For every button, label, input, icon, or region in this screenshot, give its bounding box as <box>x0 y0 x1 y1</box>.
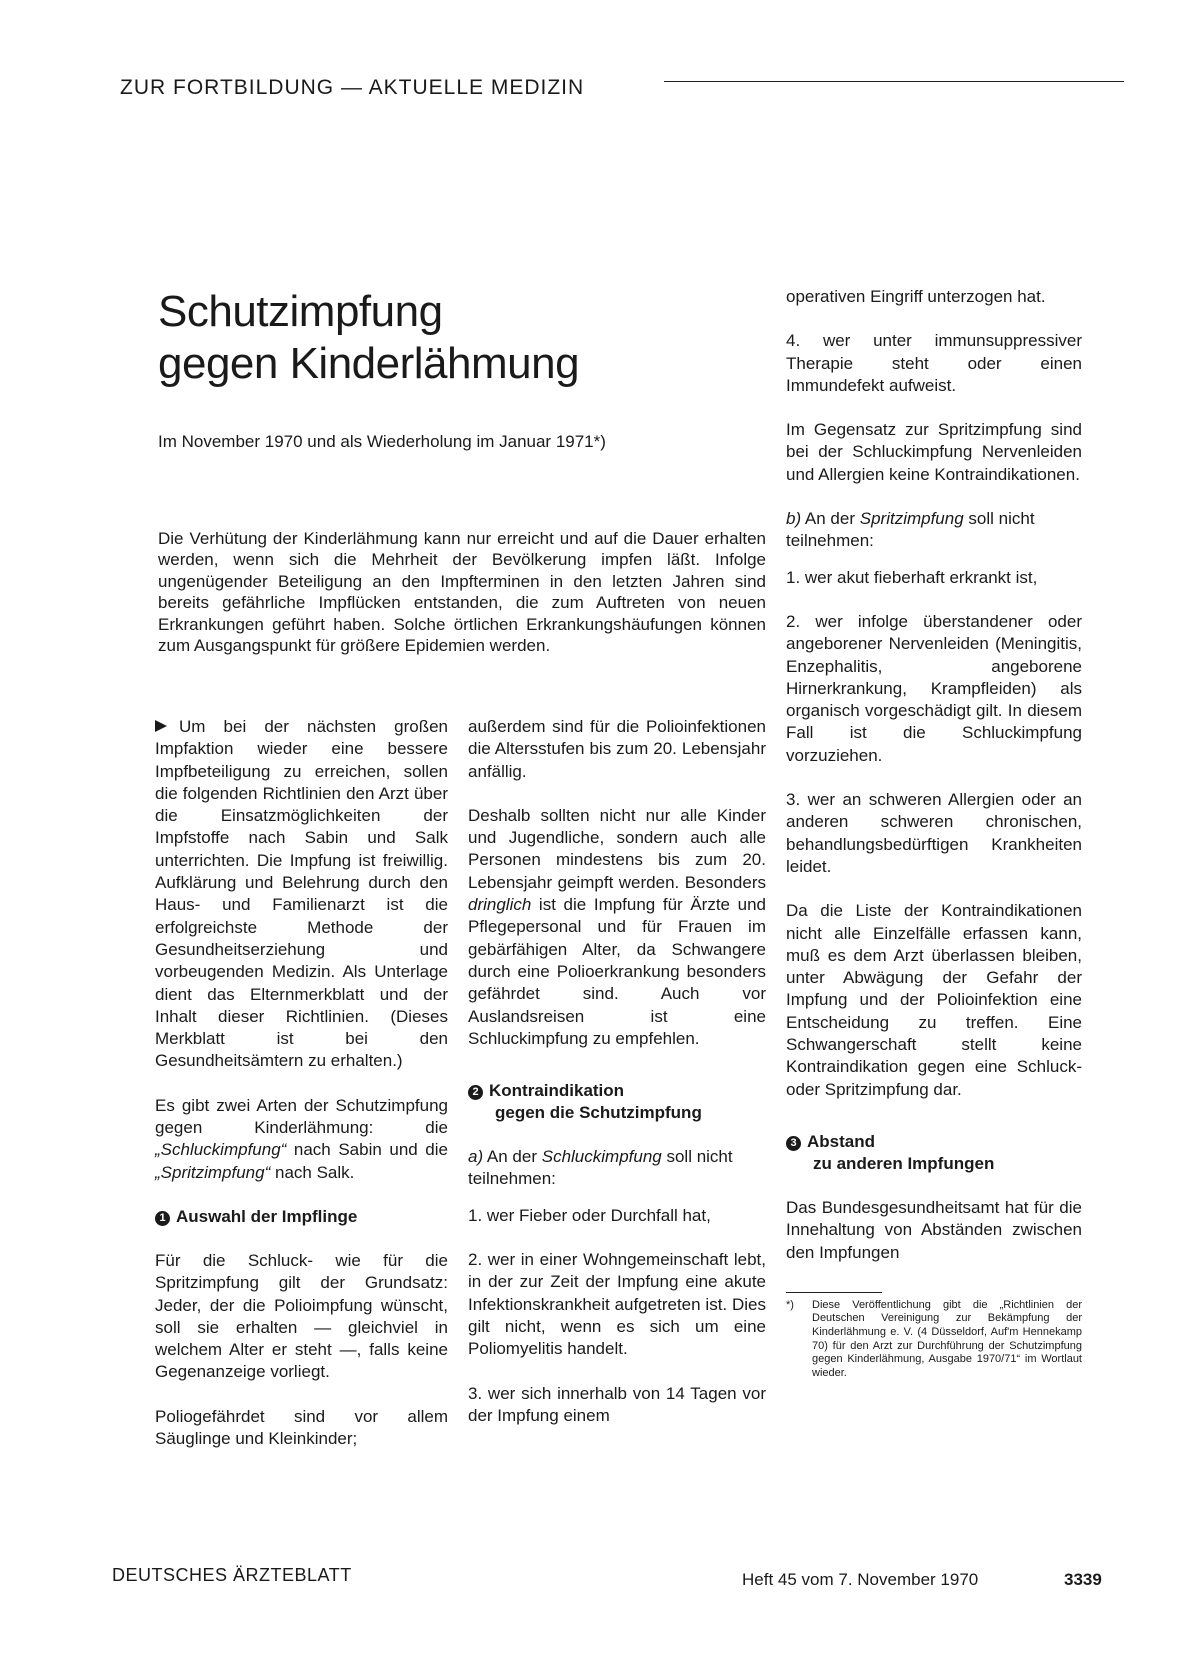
col2-p2-emphasis: dringlich <box>468 895 532 915</box>
col1-paragraph-3: Für die Schluck- wie für die Spritzimpfung gilt der Grundsatz: Jeder, der die Polioimpfung wünscht, soll sie erhalten — gleichviel in welchem Alter er steht —, falls keine Gegenanzeige vorliegt. <box>155 1250 448 1382</box>
title-line-1: Schutzimpfung <box>158 287 443 336</box>
col3-item-b3: 3. wer an schweren Allergien oder an anderen schweren chronischen, behandlungsbedürftigen Krankheiten leidet. <box>786 790 1082 876</box>
footnote-rule <box>786 1292 882 1293</box>
header-rule <box>664 81 1124 82</box>
col2-subsection-a <box>468 1146 766 1191</box>
section-2-title-line-2: gegen die Schutzimpfung <box>495 1103 702 1123</box>
section-2-title-line-1: Kontraindikation <box>489 1081 625 1101</box>
intro-paragraph: Die Verhütung der Kinderlähmung kann nur erreicht und auf die Dauer erhalten werden, wenn sich die Mehrheit der Bevölkerung impfen läßt. Infolge ungenügender Beteiligung an den Impfterminen in den letzten Jahren sind bereits gefährliche Impflücken entstanden, die zum Auftreten von neuen Erkrankungen geführt haben. Solche örtlichen Erkrankungshäufungen können zum Ausgangspunkt für größere Epidemien werden. <box>158 529 766 656</box>
subsection-a-term: Schluckimpfung <box>541 1147 662 1167</box>
section-3-title-line-2: zu anderen Impfungen <box>813 1153 995 1173</box>
section-1-number-icon: 1 <box>155 1211 170 1226</box>
col1-p2-term-schluck: „Schluckimpfung“ <box>155 1140 287 1160</box>
col3-subsection-b <box>786 508 1082 553</box>
col3-paragraph-3: Das Bundesgesundheitsamt hat für die Innehaltung von Abständen zwischen den Impfungen <box>786 1197 1082 1262</box>
footer-journal: DEUTSCHES ÄRZTEBLATT <box>112 1565 352 1585</box>
subsection-a-post: soll nicht teilnehmen: <box>468 1147 733 1189</box>
section-3-number-icon: 3 <box>786 1136 801 1151</box>
title-line-2: gegen Kinderlähmung <box>158 339 580 388</box>
column-2 <box>468 716 766 1449</box>
col1-p2-text-e: nach Salk. <box>270 1162 355 1182</box>
footnote <box>786 1299 1082 1381</box>
col2-item-3: 3. wer sich innerhalb von 14 Tagen vor der Impfung einem <box>468 1383 766 1425</box>
col1-p2-text-c: nach Sabin und die <box>286 1140 448 1160</box>
running-header: ZUR FORTBILDUNG — AKTUELLE MEDIZIN <box>120 76 585 99</box>
col1-p2-term-spritz: „Spritzimpfung“ <box>155 1162 271 1182</box>
col3-item-4: 4. wer unter immunsuppressiver Therapie steht oder einen Immundefekt aufweist. <box>786 331 1082 395</box>
subsection-a-pre: An der <box>483 1147 542 1167</box>
section-2-number-icon: 2 <box>468 1085 483 1100</box>
footnote-text: Diese Veröffentlichung gibt die „Richtlinien der Deutschen Vereinigung zur Bekämpfung der Kinderlähmung e. V. (4 Düsseldorf, Auf'm Hennekamp 70) für den Arzt zur Durchführung der Schutzimpfung gegen Kinderlähmung, Ausgabe 1970/71“ im Wortlaut wieder. <box>812 1298 1082 1379</box>
section-1-title: Auswahl der Impflinge <box>176 1206 358 1226</box>
article-subtitle: Im November 1970 und als Wiederholung im Januar 1971*) <box>158 432 606 451</box>
column-3 <box>786 286 1082 1380</box>
col2-item-2: 2. wer in einer Wohngemeinschaft lebt, in der zur Zeit der Impfung eine akute Infektionskrankheit aufgetreten ist. Dies gilt nicht, wenn es sich um eine Poliomyelitis handelt. <box>468 1250 766 1359</box>
footer-issue: Heft 45 vom 7. November 1970 <box>742 1570 979 1589</box>
col3-item-b1: 1. wer akut fieberhaft erkrankt ist, <box>786 567 1038 587</box>
col3-paragraph-1: Im Gegensatz zur Spritzimpfung sind bei der Schluckimpfung Nervenleiden und Allergien keine Kontraindikationen. <box>786 420 1082 484</box>
col3-paragraph-2: Da die Liste der Kontraindikationen nicht alle Einzelfälle erfassen kann, muß es dem Arzt überlassen bleiben, unter Abwägung der Gefahr der Impfung und der Polioinfektion eine Entscheidung zu treffen. Eine Schwangerschaft stellt keine Kontraindikation gegen eine Schluck- oder Spritzimpfung dar. <box>786 901 1082 1099</box>
col3-paragraph-0: operativen Eingriff unterzogen hat. <box>786 287 1046 306</box>
article-title <box>158 286 718 390</box>
section-1-heading <box>155 1206 448 1228</box>
col1-paragraph-1 <box>155 716 448 1073</box>
section-3-heading <box>786 1131 1082 1175</box>
subsection-b-pre: An der <box>801 509 860 529</box>
col2-paragraph-1: außerdem sind für die Polioinfektionen die Altersstufen bis zum 20. Lebensjahr anfällig. <box>468 717 766 781</box>
subsection-a-label: a) <box>468 1147 484 1167</box>
col1-paragraph-4: Poliogefährdet sind vor allem Säuglinge und Kleinkinder; <box>155 1406 448 1449</box>
col1-p2-text-a: Es gibt zwei Arten der Schutzimpfung gegen Kinderlähmung: die <box>155 1095 448 1138</box>
col1-paragraph-1-text: Um bei der nächsten großen Impfaktion wieder eine bessere Impfbeteiligung zu erreichen, sollen die folgenden Richtlinien den Arzt über die Einsatzmöglichkeiten der Impfstoffe nach Sabin und Salk unterrichten. Die Impfung ist freiwillig. Aufklärung und Belehrung durch den Haus- und Familienarzt ist die erfolgreichste Methode der Gesundheitserziehung und vorbeugenden Medizin. Als Unterlage dient das Elternmerkblatt und der Inhalt dieser Richtlinien. (Dieses Merkblatt ist bei den Gesundheitsämtern zu erhalten.) <box>155 717 448 1071</box>
footer-page-number: 3339 <box>1064 1570 1102 1589</box>
col2-paragraph-2 <box>468 805 766 1050</box>
subsection-b-term: Spritzimpfung <box>859 509 964 529</box>
col2-p2-text-c: ist die Impfung für Ärzte und Pflegepersonal und für Frauen im gebärfähigen Alter, da Schwangere durch eine Polioerkrankung besonders gefährdet sind. Auch vor Auslandsreisen ist eine Schluckimpfung zu empfehlen. <box>468 895 766 1048</box>
col2-item-1: 1. wer Fieber oder Durchfall hat, <box>468 1205 711 1225</box>
col1-paragraph-2 <box>155 1095 448 1184</box>
subsection-b-label: b) <box>786 509 802 529</box>
column-1 <box>155 716 448 1472</box>
col3-item-b2: 2. wer infolge überstandener oder angeborener Nervenleiden (Meningitis, Enzephalitis, angeborene Hirnerkrankung, Krampfleiden) als organisch vorgeschädigt gilt. In diesem Fall ist die Schluckimpfung vorzuziehen. <box>786 611 1082 765</box>
subsection-b-post: soll nicht teilnehmen: <box>786 509 1035 551</box>
section-3-title-line-1: Abstand <box>807 1131 875 1151</box>
triangle-bullet-icon <box>155 720 167 732</box>
footnote-marker: *) <box>786 1298 794 1311</box>
section-2-heading <box>468 1080 766 1124</box>
col2-p2-text-a: Deshalb sollten nicht nur alle Kinder und Jugendliche, sondern auch alle Personen mindestens bis zum 20. Lebensjahr geimpft werden. Besonders <box>468 805 766 892</box>
